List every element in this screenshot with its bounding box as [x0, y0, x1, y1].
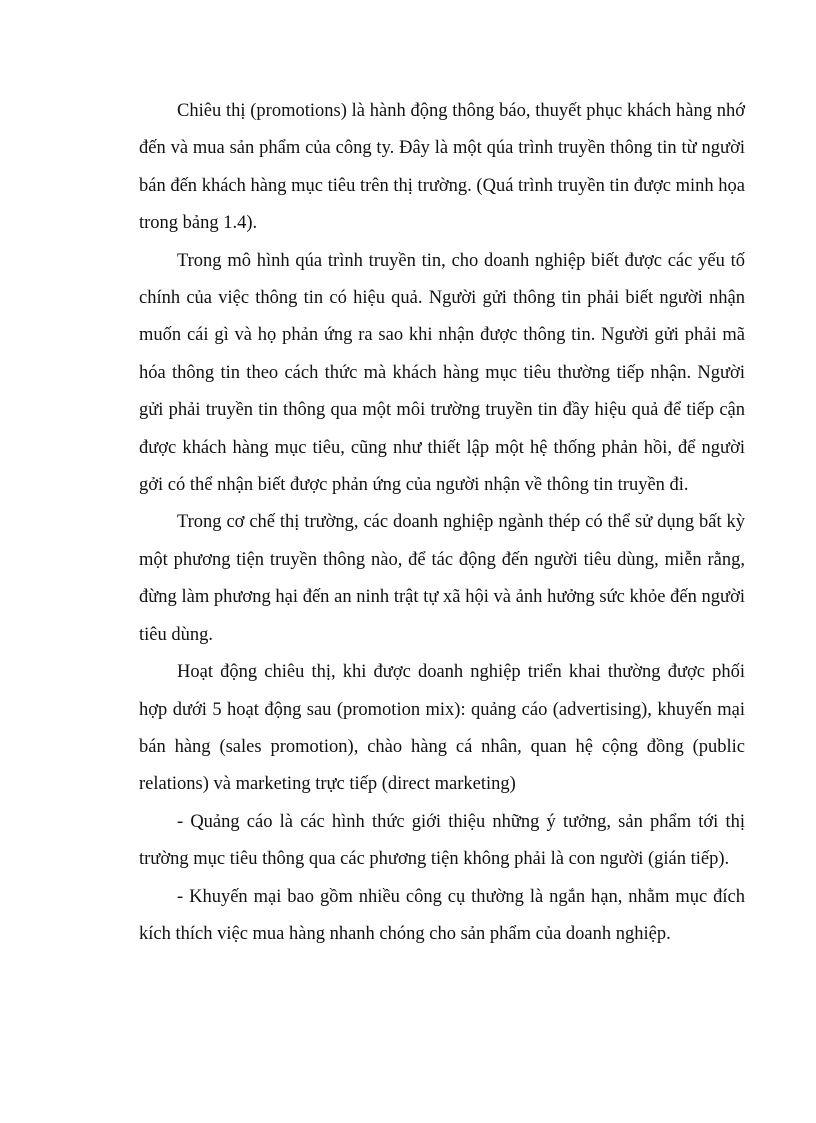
paragraph-promotions-definition: Chiêu thị (promotions) là hành động thông báo, thuyết phục khách hàng nhớ đến và mua sản phẩm của công ty. Đây là một qúa trình truyền thông tin từ người bán đến khách hàng mục tiêu trên thị trường. (Quá trình truyền tin được minh họa trong bảng 1.4).: [139, 101, 745, 234]
paragraph-sales-promotion: - Khuyến mại bao gồm nhiều công cụ thường là ngắn hạn, nhằm mục đích kích thích việc mua hàng nhanh chóng cho sản phẩm của doanh nghiệp.: [139, 886, 745, 944]
paragraph-advertising: - Quảng cáo là các hình thức giới thiệu những ý tưởng, sản phẩm tới thị trường mục tiêu thông qua các phương tiện không phải là con người (gián tiếp).: [139, 811, 745, 870]
paragraph-communication-model: Trong mô hình qúa trình truyền tin, cho doanh nghiệp biết được các yếu tố chính của việc thông tin có hiệu quả. Người gửi thông tin phải biết người nhận muốn cái gì và họ phản ứng ra sao khi nhận được thông tin. Người gửi phải mã hóa thông tin theo cách thức mà khách hàng mục tiêu thường tiếp nhận. Người gửi phải truyền tin thông qua một môi trường truyền tin đầy hiệu quả để tiếp cận được khách hàng mục tiêu, cũng như thiết lập một hệ thống phản hồi, để người gởi có thể nhận biết được phản ứng của người nhận về thông tin truyền đi.: [139, 250, 745, 496]
paragraph-market-mechanism: Trong cơ chế thị trường, các doanh nghiệp ngành thép có thể sử dụng bất kỳ một phương tiện truyền thông nào, để tác động đến người tiêu dùng, miễn rằng, đừng làm phương hại đến an ninh trật tự xã hội và ảnh hưởng sức khỏe đến người tiêu dùng.: [139, 512, 745, 645]
paragraph-promotion-mix: Hoạt động chiêu thị, khi được doanh nghiệp triển khai thường được phối hợp dưới 5 hoạt động sau (promotion mix): quảng cáo (advertising), khuyến mại bán hàng (sales promotion), chào hàng cá nhân, quan hệ cộng đồng (public relations) và marketing trực tiếp (direct marketing): [139, 662, 745, 795]
body-text: [139, 93, 745, 953]
